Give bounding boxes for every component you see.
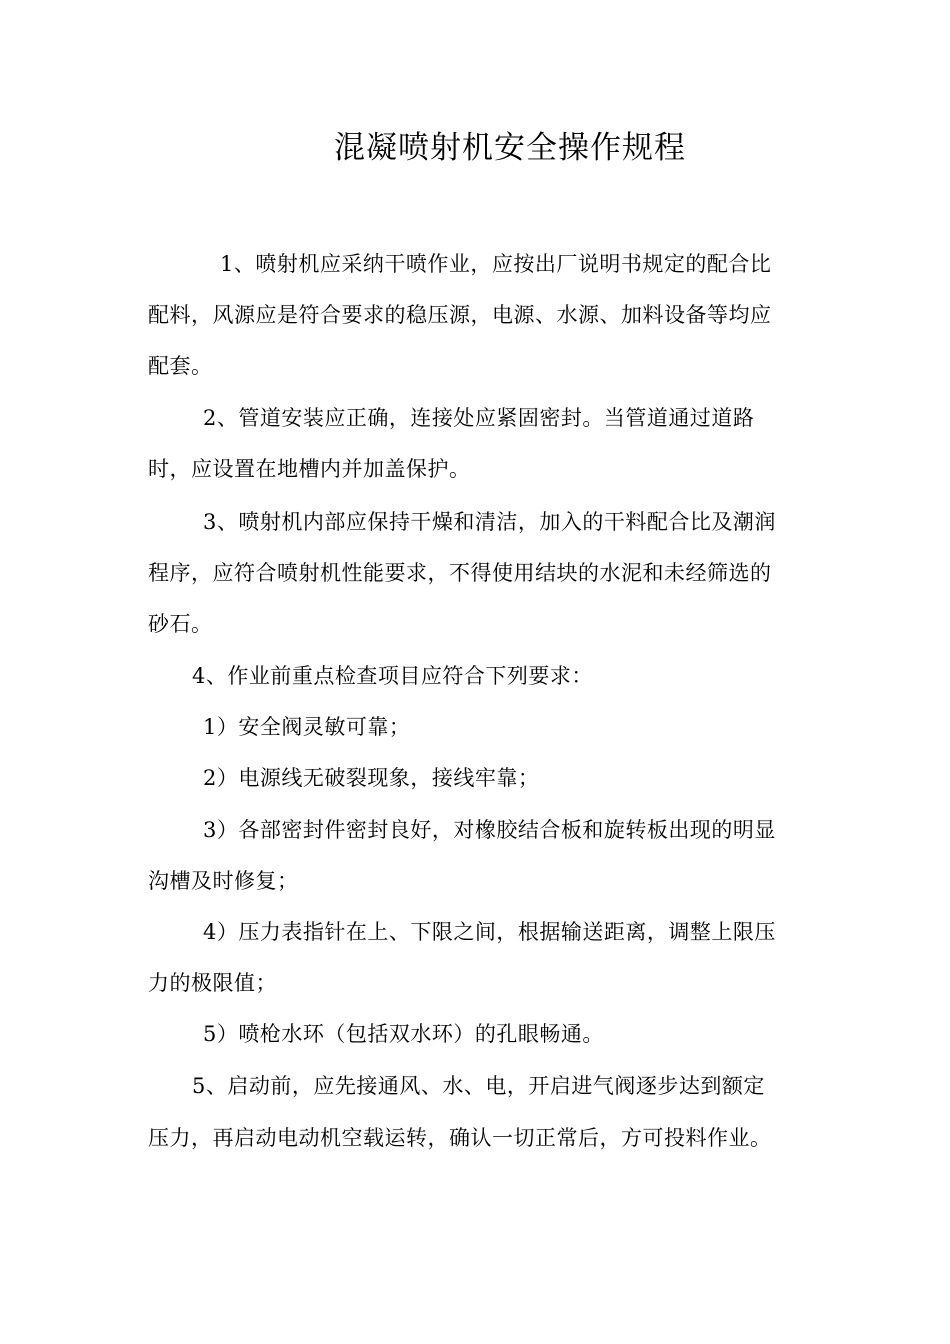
- paragraph-line: 配料，风源应是符合要求的稳压源，电源、水源、加料设备等均应: [148, 303, 772, 327]
- paragraph-line: 砂石。: [148, 612, 213, 636]
- paragraph-line: 4、作业前重点检查项目应符合下列要求：: [192, 664, 593, 688]
- paragraph-line: 时，应设置在地槽内并加盖保护。: [148, 457, 471, 481]
- paragraph-line: 5、启动前，应先接通风、水、电，开启进气阀逐步达到额定: [192, 1074, 765, 1098]
- paragraph-line: 程序，应符合喷射机性能要求，不得使用结块的水泥和未经筛选的: [148, 561, 772, 585]
- document-title: 混凝喷射机安全操作规程: [334, 130, 686, 166]
- paragraph-line: 压力，再启动电动机空载运转，确认一切正常后，方可投料作业。: [148, 1126, 772, 1150]
- paragraph-line: 配套。: [148, 354, 213, 378]
- list-item: 沟槽及时修复；: [148, 869, 299, 893]
- list-item: 3）各部密封件密封良好，对橡胶结合板和旋转板出现的明显: [203, 818, 776, 842]
- list-item: 4）压力表指针在上、下限之间，根据输送距离，调整上限压: [203, 920, 776, 944]
- list-item: 力的极限值；: [148, 971, 277, 995]
- paragraph-line: 1、喷射机应采纳干喷作业，应按出厂说明书规定的配合比: [220, 252, 772, 276]
- paragraph-line: 3、喷射机内部应保持干燥和清洁，加入的干料配合比及潮润: [203, 510, 776, 534]
- list-item: 1）安全阀灵敏可靠；: [203, 715, 411, 739]
- paragraph-line: 2、管道安装应正确，连接处应紧固密封。当管道通过道路: [203, 406, 755, 430]
- list-item: 2）电源线无破裂现象，接线牢靠；: [203, 766, 540, 790]
- list-item: 5）喷枪水环（包括双水环）的孔眼畅通。: [203, 1022, 604, 1046]
